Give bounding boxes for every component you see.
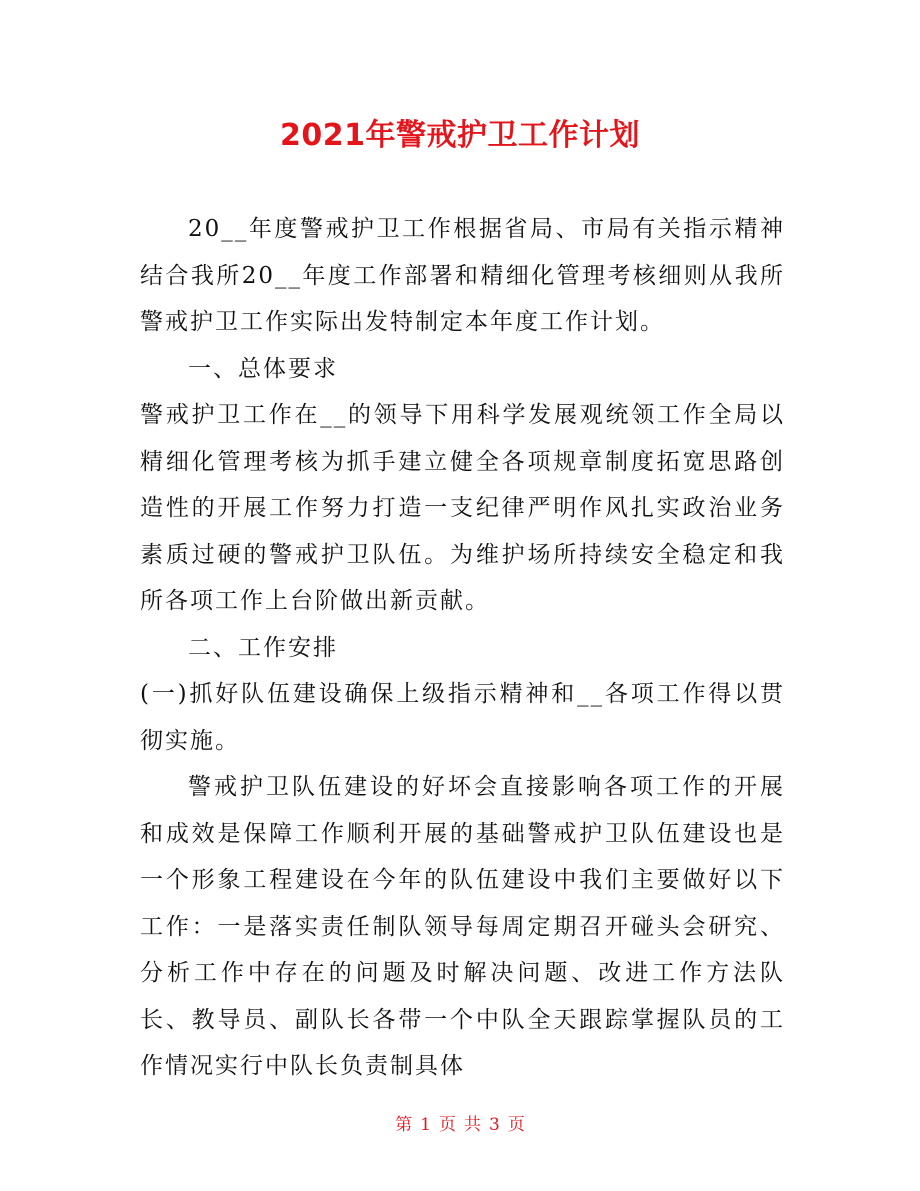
footer-page-word: 页 xyxy=(439,1115,456,1135)
footer-total-word: 共 xyxy=(464,1115,481,1135)
paragraph-overall-requirements: 警戒护卫工作在__的领导下用科学发展观统领工作全局以精细化管理考核为抓手建立健全各项规章制度拓宽思路创造性的开展工作努力打造一支纪律严明作风扎实政治业务素质过硬的警戒护卫队伍。为维护场所持续安全稳定和我所各项工作上台阶做出新贡献。 xyxy=(140,402,785,614)
footer-suffix: 页 xyxy=(507,1115,525,1135)
footer-prefix: 第 xyxy=(395,1115,413,1135)
footer-total-pages: 3 xyxy=(489,1115,500,1135)
page-footer xyxy=(0,1110,920,1140)
document-body xyxy=(140,206,785,1090)
document-title: 2021年警戒护卫工作计划 xyxy=(280,118,640,153)
paragraph-intro: 20__年度警戒护卫工作根据省局、市局有关指示精神结合我所20__年度工作部署和精细化管理考核细则从我所警戒护卫工作实际出发特制定本年度工作计划。 xyxy=(140,216,785,335)
footer-page-number: 1 xyxy=(420,1115,431,1135)
subheading-team-building: (一)抓好队伍建设确保上级指示精神和__各项工作得以贯彻实施。 xyxy=(140,681,785,754)
heading-work-arrangement: 二、工作安排 xyxy=(188,634,338,661)
heading-overall-requirements: 一、总体要求 xyxy=(188,355,338,382)
paragraph-team-building: 警戒护卫队伍建设的好坏会直接影响各项工作的开展和成效是保障工作顺利开展的基础警戒护卫队伍建设也是一个形象工程建设在今年的队伍建设中我们主要做好以下工作：一是落实责任制队领导每周定期召开碰头会研究、分析工作中存在的问题及时解决问题、改进工作方法队长、教导员、副队长各带一个中队全天跟踪掌握队员的工作情况实行中队长负责制具体 xyxy=(140,774,785,1079)
